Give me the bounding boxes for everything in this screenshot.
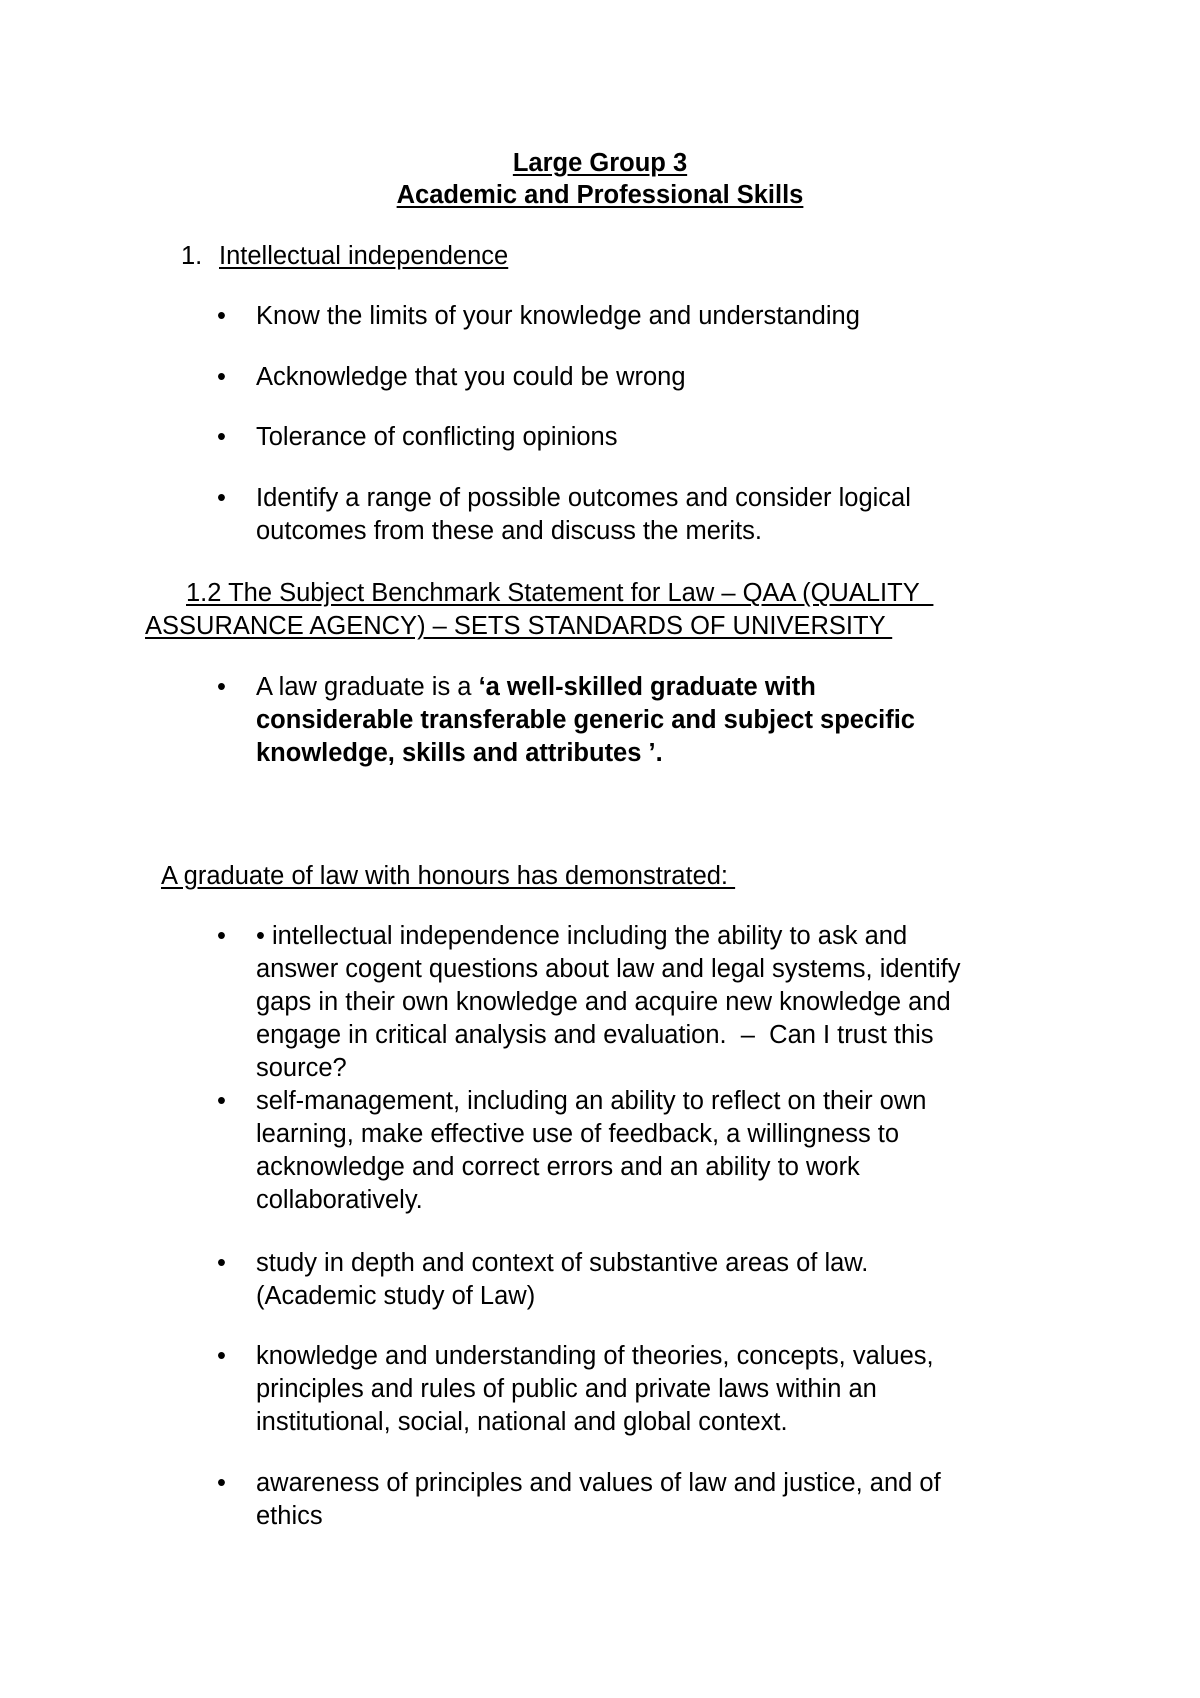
list-item-line: ethics <box>256 1502 323 1530</box>
quote-prefix: A law graduate is a <box>256 673 479 701</box>
bullet-icon: • <box>217 1249 226 1277</box>
list-item <box>256 1340 1076 1439</box>
list-item <box>256 1247 1076 1313</box>
quote-bold-text: ‘a well-skilled graduate with <box>478 673 816 701</box>
list-item <box>256 1467 1076 1533</box>
list-item-line: learning, make effective use of feedback, a willingness to <box>256 1120 900 1148</box>
quote-line <box>256 671 1076 704</box>
section1-number: 1. <box>181 242 203 270</box>
list-item-line: collaboratively. <box>256 1186 423 1214</box>
list-item <box>256 300 1076 333</box>
bullet-icon: • <box>217 363 226 391</box>
bullet-icon: • <box>217 302 226 330</box>
list-item-line: engage in critical analysis and evaluation. – Can I trust this <box>256 1021 934 1049</box>
graduate-section-heading: A graduate of law with honours has demonstrated: <box>161 862 736 890</box>
list-item-line: principles and rules of public and private laws within an <box>256 1375 877 1403</box>
list-item-line: source? <box>256 1054 347 1082</box>
section1-heading: Intellectual independence <box>219 242 509 270</box>
list-item-line: Identify a range of possible outcomes and consider logical <box>256 484 911 512</box>
list-item-line: acknowledge and correct errors and an ability to work <box>256 1153 860 1181</box>
list-item-line: answer cogent questions about law and legal systems, identify <box>256 955 961 983</box>
list-item <box>256 1085 1076 1217</box>
list-item <box>256 421 1076 454</box>
section12-heading-line1: 1.2 The Subject Benchmark Statement for Law – QAA (QUALITY <box>186 579 934 607</box>
list-item-line: outcomes from these and discuss the merits. <box>256 517 762 545</box>
document-title-line1: Large Group 3 <box>512 149 688 177</box>
list-item-line: awareness of principles and values of law and justice, and of <box>256 1469 941 1497</box>
list-item <box>256 920 1076 1085</box>
list-item-line: (Academic study of Law) <box>256 1282 536 1310</box>
section12-heading-line2: ASSURANCE AGENCY) – SETS STANDARDS OF UNIVERSITY <box>145 612 893 640</box>
list-item-line: gaps in their own knowledge and acquire new knowledge and <box>256 988 951 1016</box>
bullet-icon: • <box>217 1469 226 1497</box>
list-item-line: knowledge and understanding of theories, concepts, values, <box>256 1342 934 1370</box>
bullet-icon: • <box>217 673 226 701</box>
bullet-icon: • <box>217 423 226 451</box>
quote-item <box>256 671 1076 770</box>
list-item-line: Know the limits of your knowledge and understanding <box>256 302 860 330</box>
list-item-line: institutional, social, national and global context. <box>256 1408 788 1436</box>
list-item-line: Tolerance of conflicting opinions <box>256 423 618 451</box>
bullet-icon: • <box>217 484 226 512</box>
bullet-icon: • <box>217 922 226 950</box>
list-item-line: Acknowledge that you could be wrong <box>256 363 686 391</box>
list-item-line: self-management, including an ability to reflect on their own <box>256 1087 927 1115</box>
bullet-icon: • <box>217 1342 226 1370</box>
quote-line: knowledge, skills and attributes ’. <box>256 739 663 767</box>
list-item-line: • intellectual independence including the ability to ask and <box>256 922 908 950</box>
list-item <box>256 361 1076 394</box>
quote-line: considerable transferable generic and subject specific <box>256 706 915 734</box>
document-title-line2: Academic and Professional Skills <box>396 181 804 209</box>
bullet-icon: • <box>217 1087 226 1115</box>
list-item-line: study in depth and context of substantive areas of law. <box>256 1249 869 1277</box>
list-item <box>256 482 1076 548</box>
